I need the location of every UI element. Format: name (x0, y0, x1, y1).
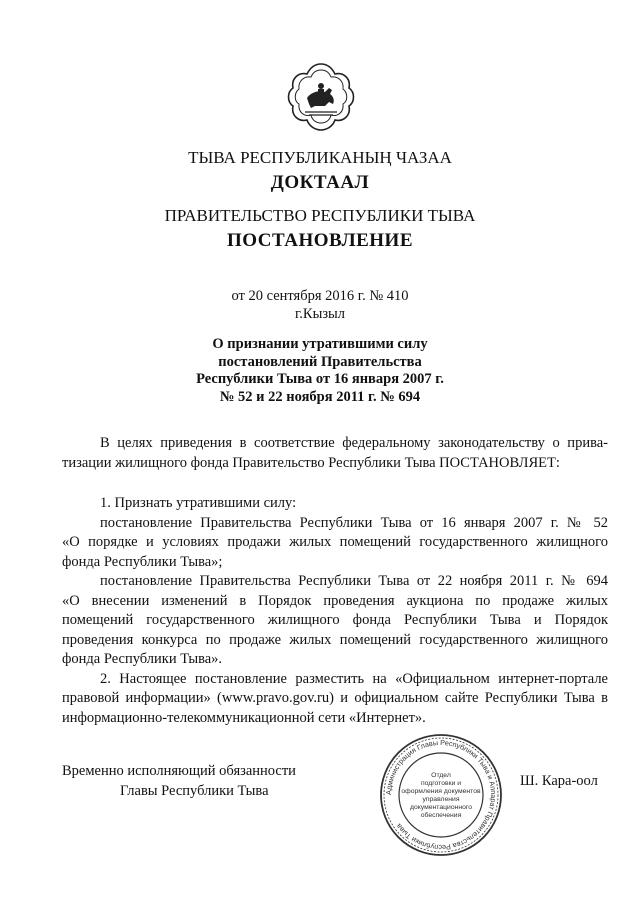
russian-government-name: ПРАВИТЕЛЬСТВО РЕСПУБЛИКИ ТЫВА (164, 206, 476, 225)
signatory-position (62, 762, 296, 801)
document-title (0, 336, 640, 406)
body-line: постановление Правительства Республики Тыва от 22 ноября 2011 г. № 694 (100, 573, 608, 589)
body-line: 1. Признать утратившими силу: (100, 495, 297, 511)
resolution-body (62, 494, 608, 728)
seal-center-line: обеспечения (420, 812, 462, 819)
official-seal-icon (378, 732, 504, 858)
body-line: фонда Республики Тыва»; (62, 553, 223, 570)
signatory-position-line: Временно исполняющий обязанности (62, 763, 296, 779)
coat-of-arms-icon (285, 60, 357, 132)
body-line: 2. Настоящее постановление разместить на «Официальном интернет-портале (100, 670, 608, 687)
title-line: Республики Тыва от 16 января 2007 г. (196, 371, 444, 388)
seal-center-line: подготовки и (420, 780, 462, 787)
seal-center-line: оформления документов (401, 788, 481, 795)
preamble-paragraph (62, 434, 608, 473)
body-line: информационно-телекоммуникационной сети «Интернет». (62, 709, 426, 726)
preamble-line: В целях приведения в соответствие федеральному законодательству о прива- (100, 435, 608, 451)
body-line: проведения конкурса по продаже жилых помещений государственного жилищного (62, 631, 608, 648)
document-city: г.Кызыл (294, 306, 346, 322)
title-line: О признании утратившими силу (212, 336, 428, 352)
seal-center-line: Отдел (431, 772, 451, 779)
body-line: помещений государственного жилищного фонда Республики Тыва и Порядок (62, 612, 608, 628)
tuvan-government-name: ТЫВА РЕСПУБЛИКАНЫҢ ЧАЗАА (188, 148, 452, 167)
body-line: правовой информации» (www.pravo.gov.ru) и официальном сайте Республики Тыва в (62, 690, 608, 706)
russian-document-type: ПОСТАНОВЛЕНИЕ (226, 230, 414, 251)
signatory-name: Ш. Кара-оол (520, 773, 598, 789)
body-line: «О внесении изменений в Порядок проведения аукциона по продаже жилых (62, 592, 608, 609)
body-line: постановление Правительства Республики Тыва от 16 января 2007 г. № 52 (100, 514, 608, 531)
seal-center-line: управления (422, 796, 460, 803)
body-line: фонда Республики Тыва». (62, 651, 223, 667)
preamble-line: тизации жилищного фонда Правительство Республики Тыва ПОСТАНОВЛЯЕТ: (62, 454, 560, 471)
body-line: «О порядке и условиях продажи жилых помещений государственного жилищного (62, 534, 608, 550)
seal-ring-text: Администрация Главы Республики Тыва и Аппарат Правительства Республики Тыва (383, 737, 499, 853)
title-line: постановлений Правительства (218, 353, 422, 370)
signatory-position-line: Главы Республики Тыва (120, 782, 269, 799)
seal-center-line: документационного (409, 804, 473, 811)
tuvan-document-type: ДОКТААЛ (270, 172, 370, 193)
title-line: № 52 и 22 ноября 2011 г. № 694 (219, 388, 421, 405)
document-date-number: от 20 сентября 2016 г. № 410 (231, 288, 409, 304)
